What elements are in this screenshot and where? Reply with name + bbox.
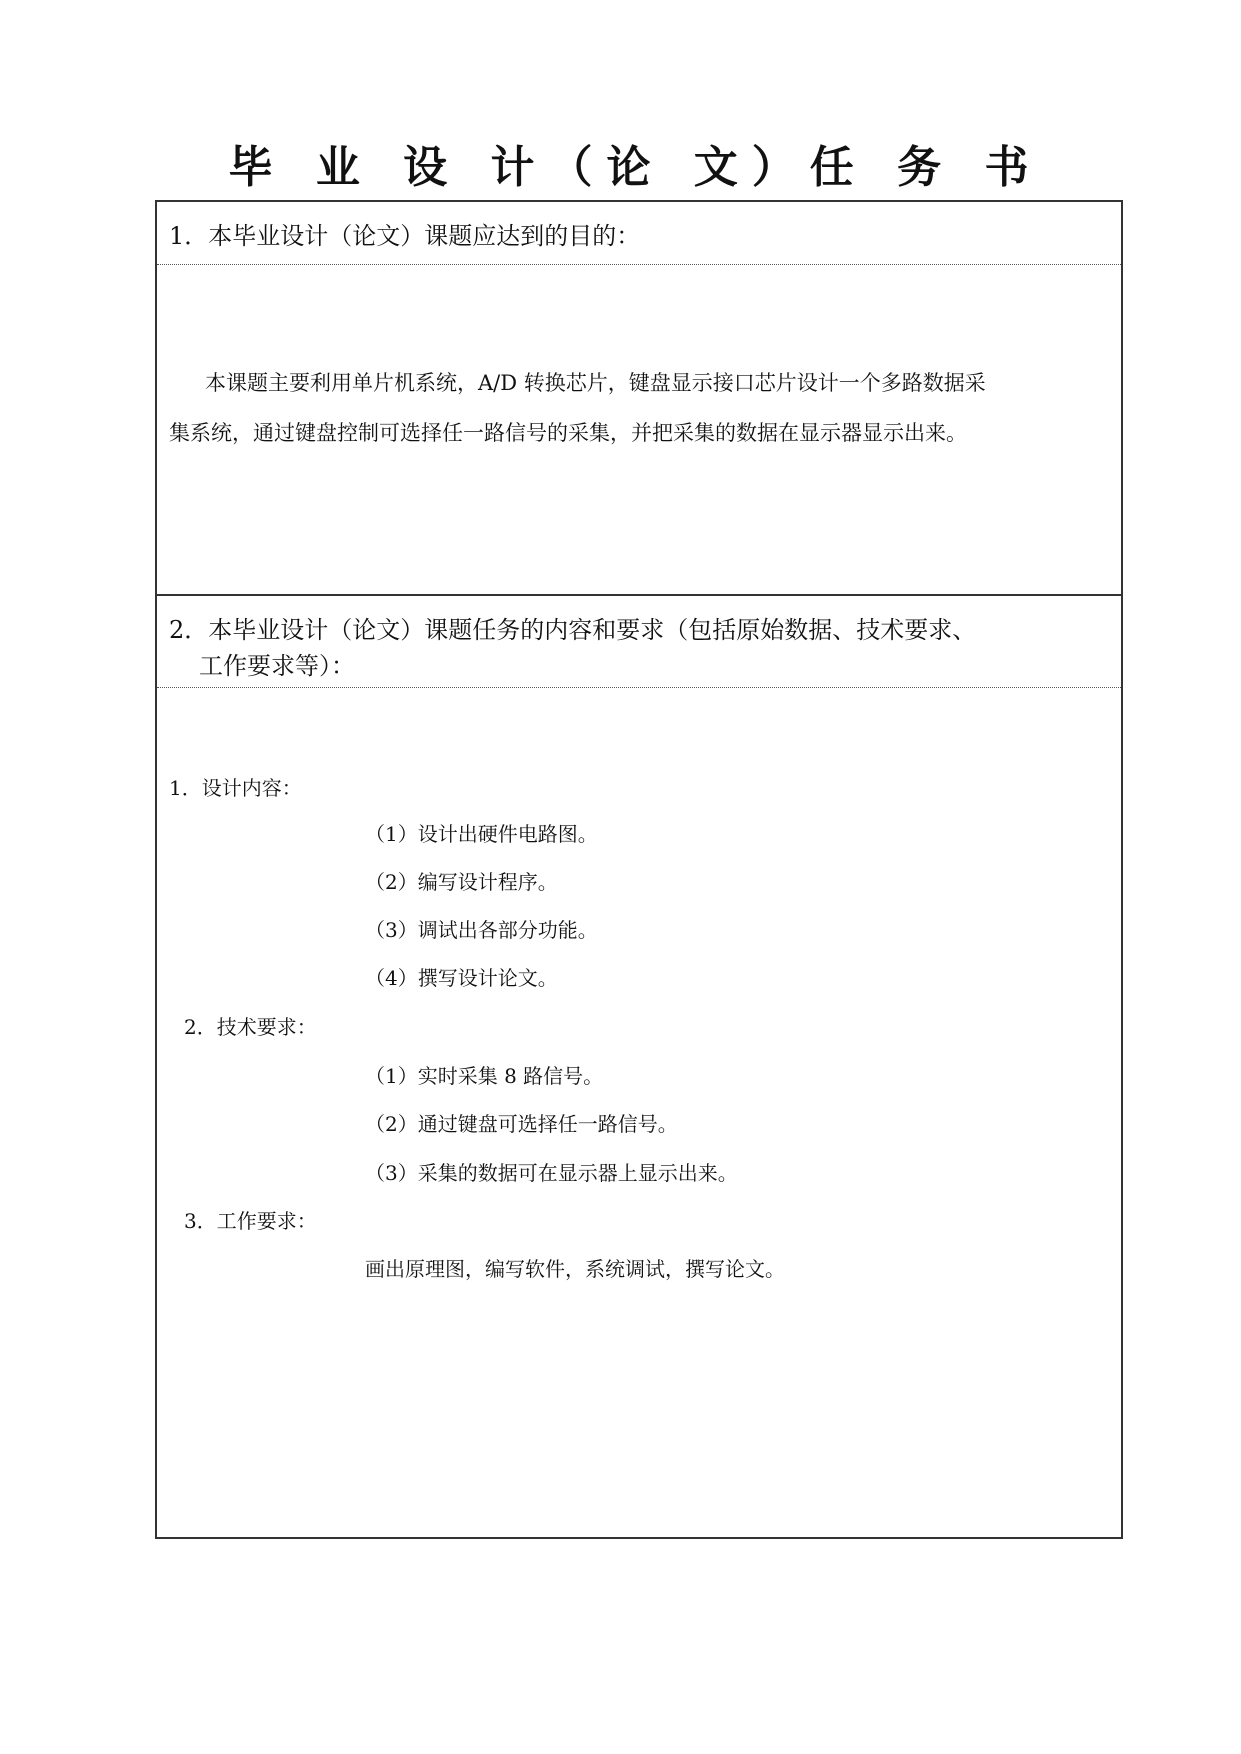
section-purpose bbox=[157, 202, 1121, 594]
section-heading bbox=[169, 218, 1115, 254]
list-item: （2）通过键盘可选择任一路信号。 bbox=[365, 1112, 678, 1136]
group-heading-technical: 2．技术要求： bbox=[184, 1015, 317, 1039]
section-heading-line: 2．本毕业设计（论文）课题任务的内容和要求（包括原始数据、技术要求、 bbox=[169, 616, 977, 644]
section-heading-line: 工作要求等）： bbox=[199, 652, 355, 680]
group-heading-work: 3．工作要求： bbox=[184, 1209, 317, 1233]
section-heading bbox=[169, 612, 1115, 684]
list-item: （3）采集的数据可在显示器上显示出来。 bbox=[365, 1161, 738, 1185]
list-item: 画出原理图，编写软件，系统调试，撰写论文。 bbox=[365, 1257, 785, 1281]
list-item: （2）编写设计程序。 bbox=[365, 870, 558, 894]
paragraph-line: 本课题主要利用单片机系统，A/D 转换芯片，键盘显示接口芯片设计一个多路数据采 bbox=[205, 371, 986, 395]
list-item: （4）撰写设计论文。 bbox=[365, 966, 558, 990]
section-requirements bbox=[157, 596, 1121, 1537]
group-heading-design: 1．设计内容： bbox=[169, 776, 302, 800]
section-heading-line: 1．本毕业设计（论文）课题应达到的目的： bbox=[169, 222, 641, 250]
list-item: （1）设计出硬件电路图。 bbox=[365, 822, 598, 846]
dotted-divider bbox=[157, 264, 1121, 265]
task-table bbox=[155, 200, 1123, 1539]
document-title: 毕 业 设 计（论 文）任 务 书 bbox=[228, 142, 1043, 193]
list-item: （1）实时采集 8 路信号。 bbox=[365, 1064, 604, 1088]
dotted-divider bbox=[157, 687, 1121, 688]
list-item: （3）调试出各部分功能。 bbox=[365, 918, 598, 942]
purpose-paragraph bbox=[169, 358, 1119, 458]
paragraph-line: 集系统，通过键盘控制可选择任一路信号的采集，并把采集的数据在显示器显示出来。 bbox=[169, 421, 967, 445]
